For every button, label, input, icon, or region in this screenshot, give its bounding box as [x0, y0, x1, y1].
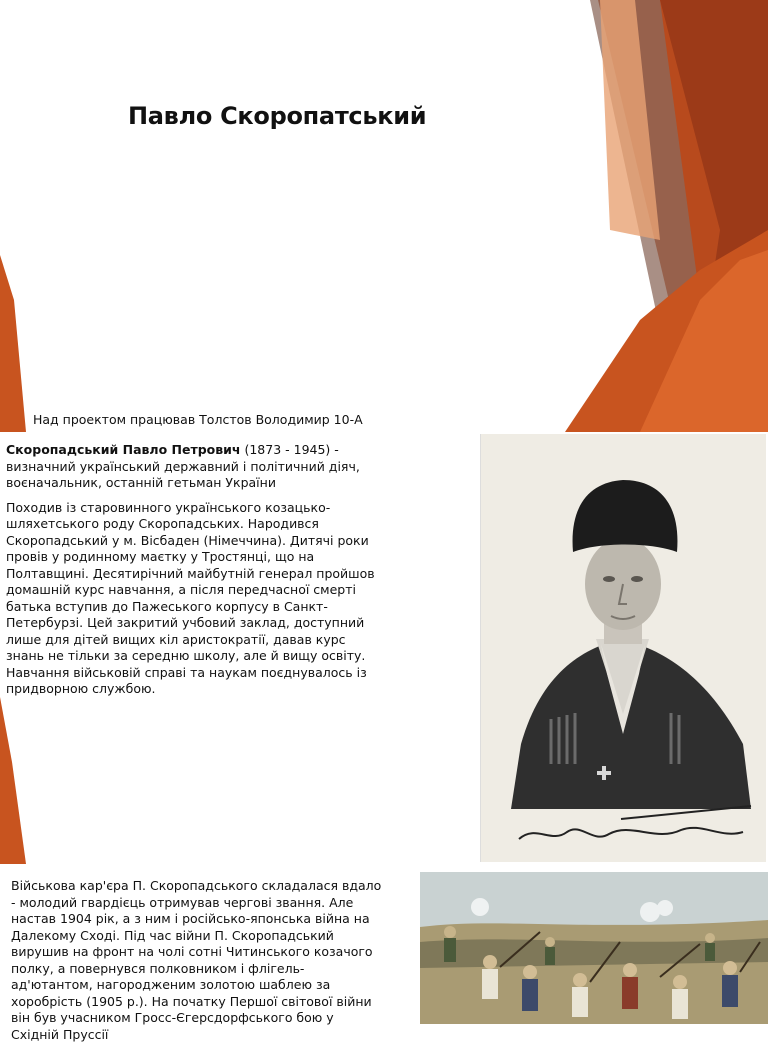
person-name: Скоропадський Павло Петрович — [6, 442, 241, 457]
battle-drawing — [420, 872, 768, 1024]
career-text — [11, 878, 383, 1051]
portrait-drawing — [481, 434, 766, 862]
deco-shape-left — [0, 697, 26, 864]
title-slide — [0, 0, 768, 432]
slide-title: Павло Скоропатський — [128, 102, 427, 130]
biography-text — [6, 442, 378, 706]
intro-paragraph — [6, 442, 378, 492]
origin-paragraph: Походив із старовинного українського козацько-шляхетського роду Скоропадських. Народився Скоропадський у м. Вісбаден (Німеччина). Дитячі роки провів у родинному маєтку у Тростянці, що на Полтавщині. Десятирічний майбутній генерал пройшов домашній курс навчання, а після передчасної смерті батька вступив до Пажеського корпусу в Санкт-Петербурзі. Цей закритий учбовий заклад, доступний лише для дітей вищих кіл аристократії, давав курс знань не тільки за середню школу, але й вищу освіту. Навчання військовій справі та наукам поєднувалось із придворною службою. — [6, 499, 375, 696]
battle-image — [420, 872, 768, 1024]
author-note: Над проектом працював Толстов Володимир 10-А — [33, 412, 363, 427]
career-paragraph: Військова кар'єра П. Скоропадського складалася вдало - молодий гвардієць отримував чергові звання. Але настав 1904 рік, а з ним і російсько-японська війна на Далекому Сході. Під час війни П. Скоропадський вирушив на фронт на чолі сотні Читинського козачого полку, а повернувся полковником і флігель-ад'ютантом, нагородженим золотою шаблею за хоробрість (1905 р.). На початку Першої світової війни він був учасником Гросс-Єгерсдорфського бою у Східній Пруссії — [11, 878, 382, 1042]
biography-slide — [0, 432, 768, 864]
military-career-slide — [0, 864, 768, 1042]
deco-shape-left — [0, 255, 26, 432]
decorative-shapes — [0, 0, 768, 432]
portrait-image — [480, 434, 766, 862]
intro-text: (1873 - 1945) - визначний український державний і політичний діяч, воєначальник, останній гетьман України — [6, 442, 360, 490]
